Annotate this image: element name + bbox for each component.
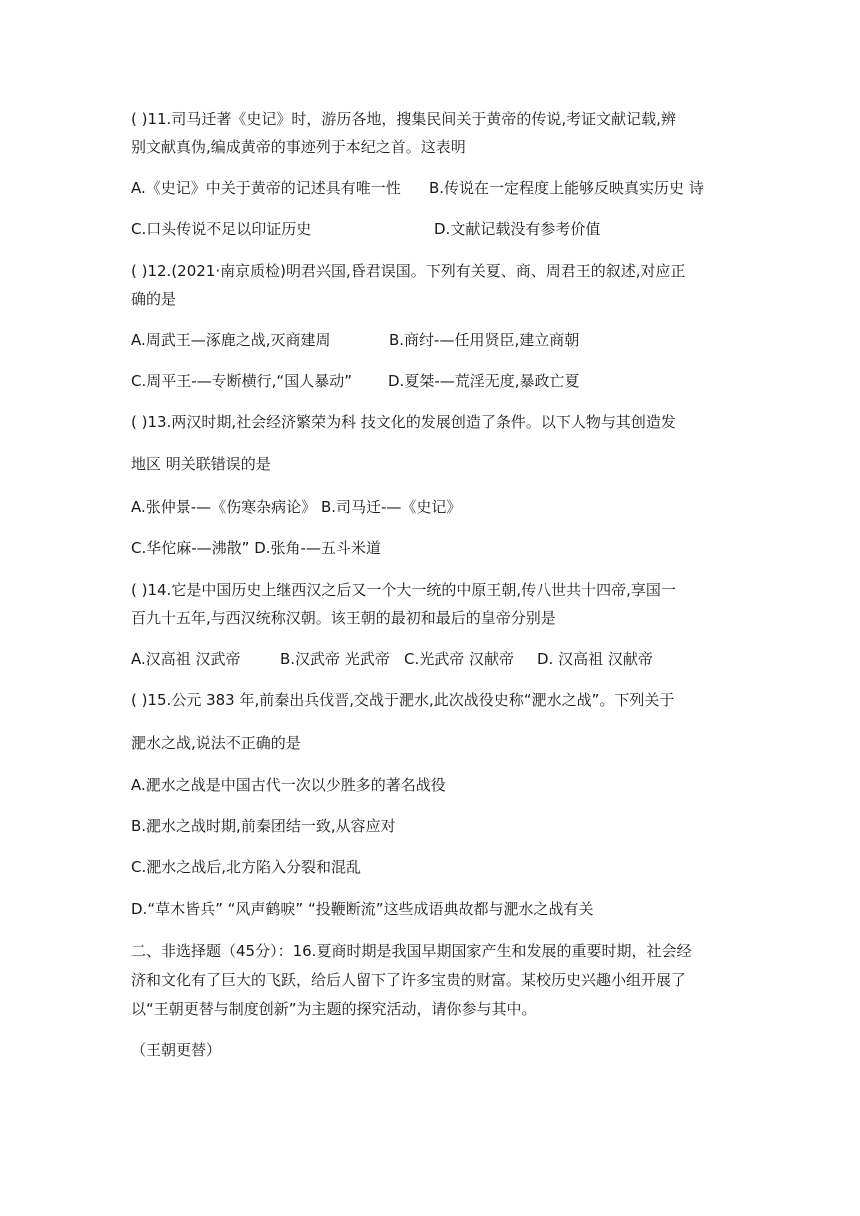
q15-option-d: D.“草木皆兵” “风声鹤唳” “投鞭断流”这些成语典故都与淝水之战有关	[131, 900, 594, 918]
q11-stem-line1: ( )11.司马迁著《史记》时，游历各地，搜集民间关于黄帝的传说,考证文献记载,辨	[131, 110, 676, 128]
section2-line3: 以“王朝更替与制度创新”为主题的探究活动，请你参与其中。	[131, 1000, 537, 1018]
q11-options-row1	[131, 178, 731, 198]
q12-option-c: C.周平王-—专断横行,“国人暴动”	[131, 372, 352, 390]
q13-stem-line1: ( )13.两汉时期,社会经济繁荣为科 技文化的发展创造了条件。以下人物与其创造发	[131, 413, 676, 431]
q12-option-b: B.商纣-—任用贤臣,建立商朝	[389, 331, 580, 349]
q11-option-b: B.传说在一定程度上能够反映真实历史 诗	[429, 179, 704, 197]
q14-stem-line2: 百九十五年,与西汉统称汉朝。该王朝的最初和最后的皇帝分别是	[131, 609, 556, 627]
q13-stem-line2: 地区 明关联错误的是	[131, 455, 271, 473]
q11-options-row2	[131, 219, 731, 239]
q14-options-row	[131, 649, 731, 669]
q15-stem-line1: ( )15.公元 383 年,前秦出兵伐晋,交战于淝水,此次战役史称“淝水之战”。下列关于	[131, 691, 675, 709]
q15-option-a: A.淝水之战是中国古代一次以少胜多的著名战役	[131, 776, 446, 794]
q13-options-cd: C.华佗麻-—沸散” D.张角-—五斗米道	[131, 539, 381, 557]
q15-option-b: B.淝水之战时期,前秦团结一致,从容应对	[131, 817, 396, 835]
q12-option-a: A.周武王—涿鹿之战,灭商建周	[131, 331, 331, 349]
section2-line2: 济和文化有了巨大的飞跃，给后人留下了许多宝贵的财富。某校历史兴趣小组开展了	[131, 971, 687, 989]
q12-options-row2	[131, 371, 731, 391]
q14-option-b: B.汉武帝 光武帝	[280, 650, 390, 668]
q11-option-a: A.《史记》中关于黄帝的记述具有唯一性	[131, 179, 401, 197]
q14-stem-line1: ( )14.它是中国历史上继西汉之后又一个大一统的中原王朝,传八世共十四帝,享国一	[131, 581, 676, 599]
q12-stem-line1: ( )12.(2021·南京质检)明君兴国,昏君误国。下列有关夏、商、周君王的叙述,对应正	[131, 262, 686, 280]
q12-option-d: D.夏桀-—荒淫无度,暴政亡夏	[388, 372, 580, 390]
q14-option-a: A.汉高祖 汉武帝	[131, 650, 241, 668]
section2-subheading: （王朝更替）	[131, 1041, 222, 1059]
section2-line1: 二、非选择题（45分）：16.夏商时期是我国早期国家产生和发展的重要时期，社会经	[131, 942, 692, 960]
q11-stem-line2: 别文献真伪,编成黄帝的事迹列于本纪之首。这表明	[131, 138, 466, 156]
q14-option-d: D. 汉高祖 汉献帝	[537, 650, 653, 668]
q12-stem-line2: 确的是	[131, 290, 177, 308]
q15-option-c: C.淝水之战后,北方陷入分裂和混乱	[131, 858, 362, 876]
q13-options-ab: A.张仲景-—《伤寒杂病论》 B.司马迁-—《史记》	[131, 498, 462, 516]
q14-option-c: C.光武帝 汉献帝	[404, 650, 515, 668]
q11-option-d: D.文献记载没有参考价值	[434, 220, 601, 238]
q11-option-c: C.口头传说不足以印证历史	[131, 220, 312, 238]
q15-stem-line2: 淝水之战,说法不正确的是	[131, 734, 301, 752]
q12-options-row1	[131, 330, 731, 350]
